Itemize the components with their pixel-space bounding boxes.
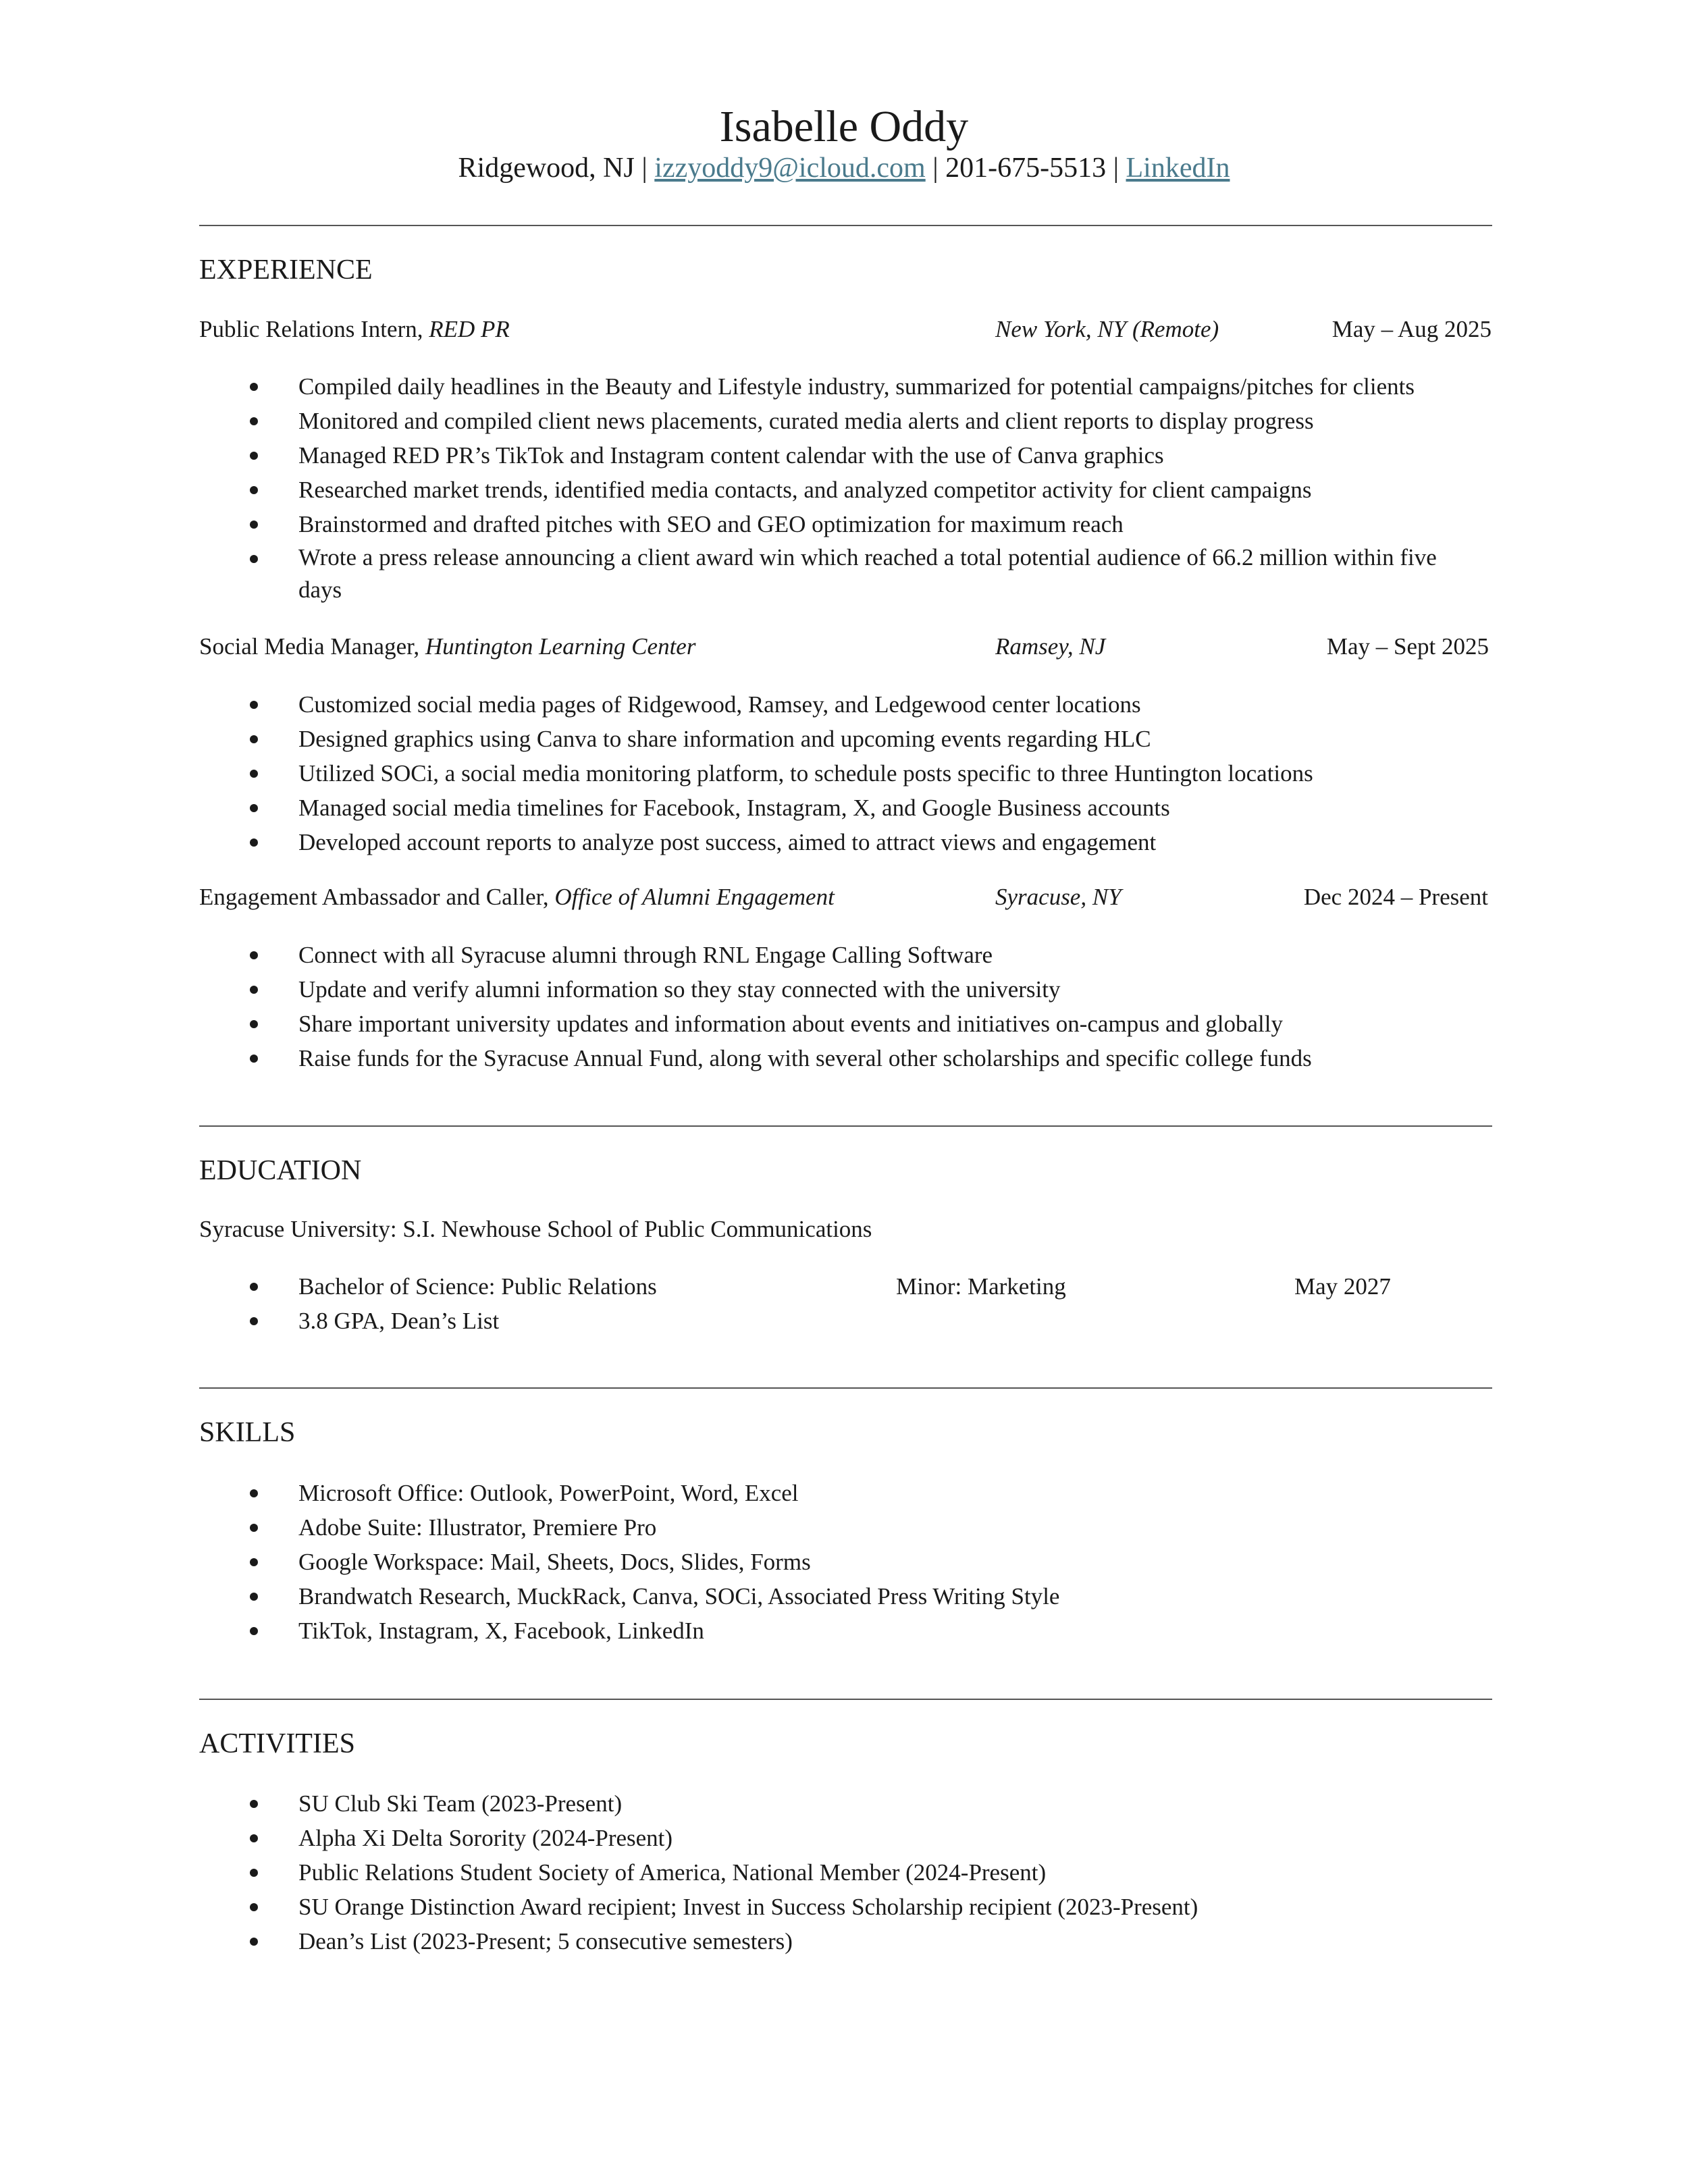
linkedin-link[interactable]: LinkedIn <box>1126 153 1230 184</box>
job-location: Ramsey, NJ <box>995 633 1106 660</box>
contact-separator: | <box>641 153 655 184</box>
list-item: Managed social media timelines for Facebook, Instagram, X, and Google Business accounts <box>298 791 1483 825</box>
job-title <box>199 631 695 662</box>
list-item: Customized social media pages of Ridgewood, Ramsey, and Ledgewood center locations <box>298 687 1483 722</box>
job-bullets <box>298 938 1483 1075</box>
list-item: Connect with all Syracuse alumni through RNL Engage Calling Software <box>298 938 1483 972</box>
list-item: Raise funds for the Syracuse Annual Fund, along with several other scholarships and specific college funds <box>298 1041 1483 1075</box>
resume-name: Isabelle Oddy <box>719 102 969 151</box>
email-link[interactable]: izzyoddy9@icloud.com <box>654 153 926 184</box>
bullet-dot <box>250 1317 258 1325</box>
list-item: Developed account reports to analyze post success, aimed to attract views and engagement <box>298 825 1483 859</box>
school-name: Syracuse University: S.I. Newhouse School of Public Communications <box>199 1216 872 1242</box>
list-item: Dean’s List (2023-Present; 5 consecutive semesters) <box>298 1924 1483 1959</box>
job-header <box>0 631 1688 662</box>
contact-location: Ridgewood, NJ <box>458 153 635 184</box>
section-title-skills: SKILLS <box>199 1417 296 1448</box>
job-org: Office of Alumni Engagement <box>554 884 835 910</box>
divider <box>199 1125 1492 1127</box>
job-org: Huntington Learning Center <box>425 633 696 660</box>
divider <box>199 225 1492 226</box>
job-dates: May – Sept 2025 <box>1326 633 1489 660</box>
list-item: Utilized SOCi, a social media monitoring platform, to schedule posts specific to three Huntington locations <box>298 756 1483 791</box>
list-item: Alpha Xi Delta Sorority (2024-Present) <box>298 1821 1483 1855</box>
contact-separator: | <box>1106 153 1126 184</box>
job-dates: Dec 2024 – Present <box>1303 884 1488 910</box>
list-item: Microsoft Office: Outlook, PowerPoint, Word, Excel <box>298 1476 1483 1510</box>
skills-list <box>298 1476 1483 1648</box>
list-item: Adobe Suite: Illustrator, Premiere Pro <box>298 1510 1483 1545</box>
job-title <box>199 314 510 345</box>
divider <box>199 1699 1492 1700</box>
list-item: Compiled daily headlines in the Beauty and Lifestyle industry, summarized for potential campaigns/pitches for clients <box>298 369 1483 404</box>
job-role: Public Relations Intern, <box>199 316 429 342</box>
bullet-dot <box>250 1283 258 1291</box>
list-item: Brainstormed and drafted pitches with SEO and GEO optimization for maximum reach <box>298 507 1483 541</box>
job-bullets <box>298 687 1483 859</box>
gpa: 3.8 GPA, Dean’s List <box>298 1308 500 1334</box>
list-item: Brandwatch Research, MuckRack, Canva, SOCi, Associated Press Writing Style <box>298 1579 1483 1614</box>
job-org: RED PR <box>429 316 510 342</box>
job-role: Engagement Ambassador and Caller, <box>199 884 555 910</box>
section-title-education: EDUCATION <box>199 1155 362 1186</box>
section-title-activities: ACTIVITIES <box>199 1728 355 1759</box>
list-item: SU Club Ski Team (2023-Present) <box>298 1786 1483 1821</box>
grad-date: May 2027 <box>1294 1273 1391 1300</box>
list-item: Share important university updates and information about events and initiatives on-campus and globally <box>298 1007 1483 1041</box>
job-location: Syracuse, NY <box>995 884 1122 910</box>
list-item: TikTok, Instagram, X, Facebook, LinkedIn <box>298 1614 1483 1648</box>
contact-separator: | <box>925 153 946 184</box>
list-item: Managed RED PR’s TikTok and Instagram content calendar with the use of Canva graphics <box>298 438 1483 473</box>
list-item: Monitored and compiled client news placements, curated media alerts and client reports to display progress <box>298 404 1483 438</box>
contact-phone: 201-675-5513 <box>945 153 1107 184</box>
list-item: Wrote a press release announcing a client award win which reached a total potential audience of 66.2 million within five days <box>298 541 1483 606</box>
list-item: SU Orange Distinction Award recipient; Invest in Success Scholarship recipient (2023-Present) <box>298 1890 1483 1924</box>
job-header <box>0 314 1688 345</box>
list-item: Google Workspace: Mail, Sheets, Docs, Slides, Forms <box>298 1545 1483 1579</box>
section-title-experience: EXPERIENCE <box>199 255 373 286</box>
list-item: Researched market trends, identified media contacts, and analyzed competitor activity for client campaigns <box>298 473 1483 507</box>
activities-list <box>298 1786 1483 1959</box>
list-item: Update and verify alumni information so they stay connected with the university <box>298 972 1483 1007</box>
divider <box>199 1387 1492 1389</box>
minor: Minor: Marketing <box>896 1273 1066 1300</box>
job-title <box>199 882 835 913</box>
contact-line <box>0 150 1688 186</box>
job-role: Social Media Manager, <box>199 633 425 660</box>
list-item: Designed graphics using Canva to share information and upcoming events regarding HLC <box>298 722 1483 756</box>
degree: Bachelor of Science: Public Relations <box>298 1273 657 1300</box>
job-dates: May – Aug 2025 <box>1331 316 1492 342</box>
job-location: New York, NY (Remote) <box>995 316 1219 342</box>
list-item: Public Relations Student Society of America, National Member (2024-Present) <box>298 1855 1483 1890</box>
job-header <box>0 882 1688 913</box>
job-bullets <box>298 369 1483 606</box>
